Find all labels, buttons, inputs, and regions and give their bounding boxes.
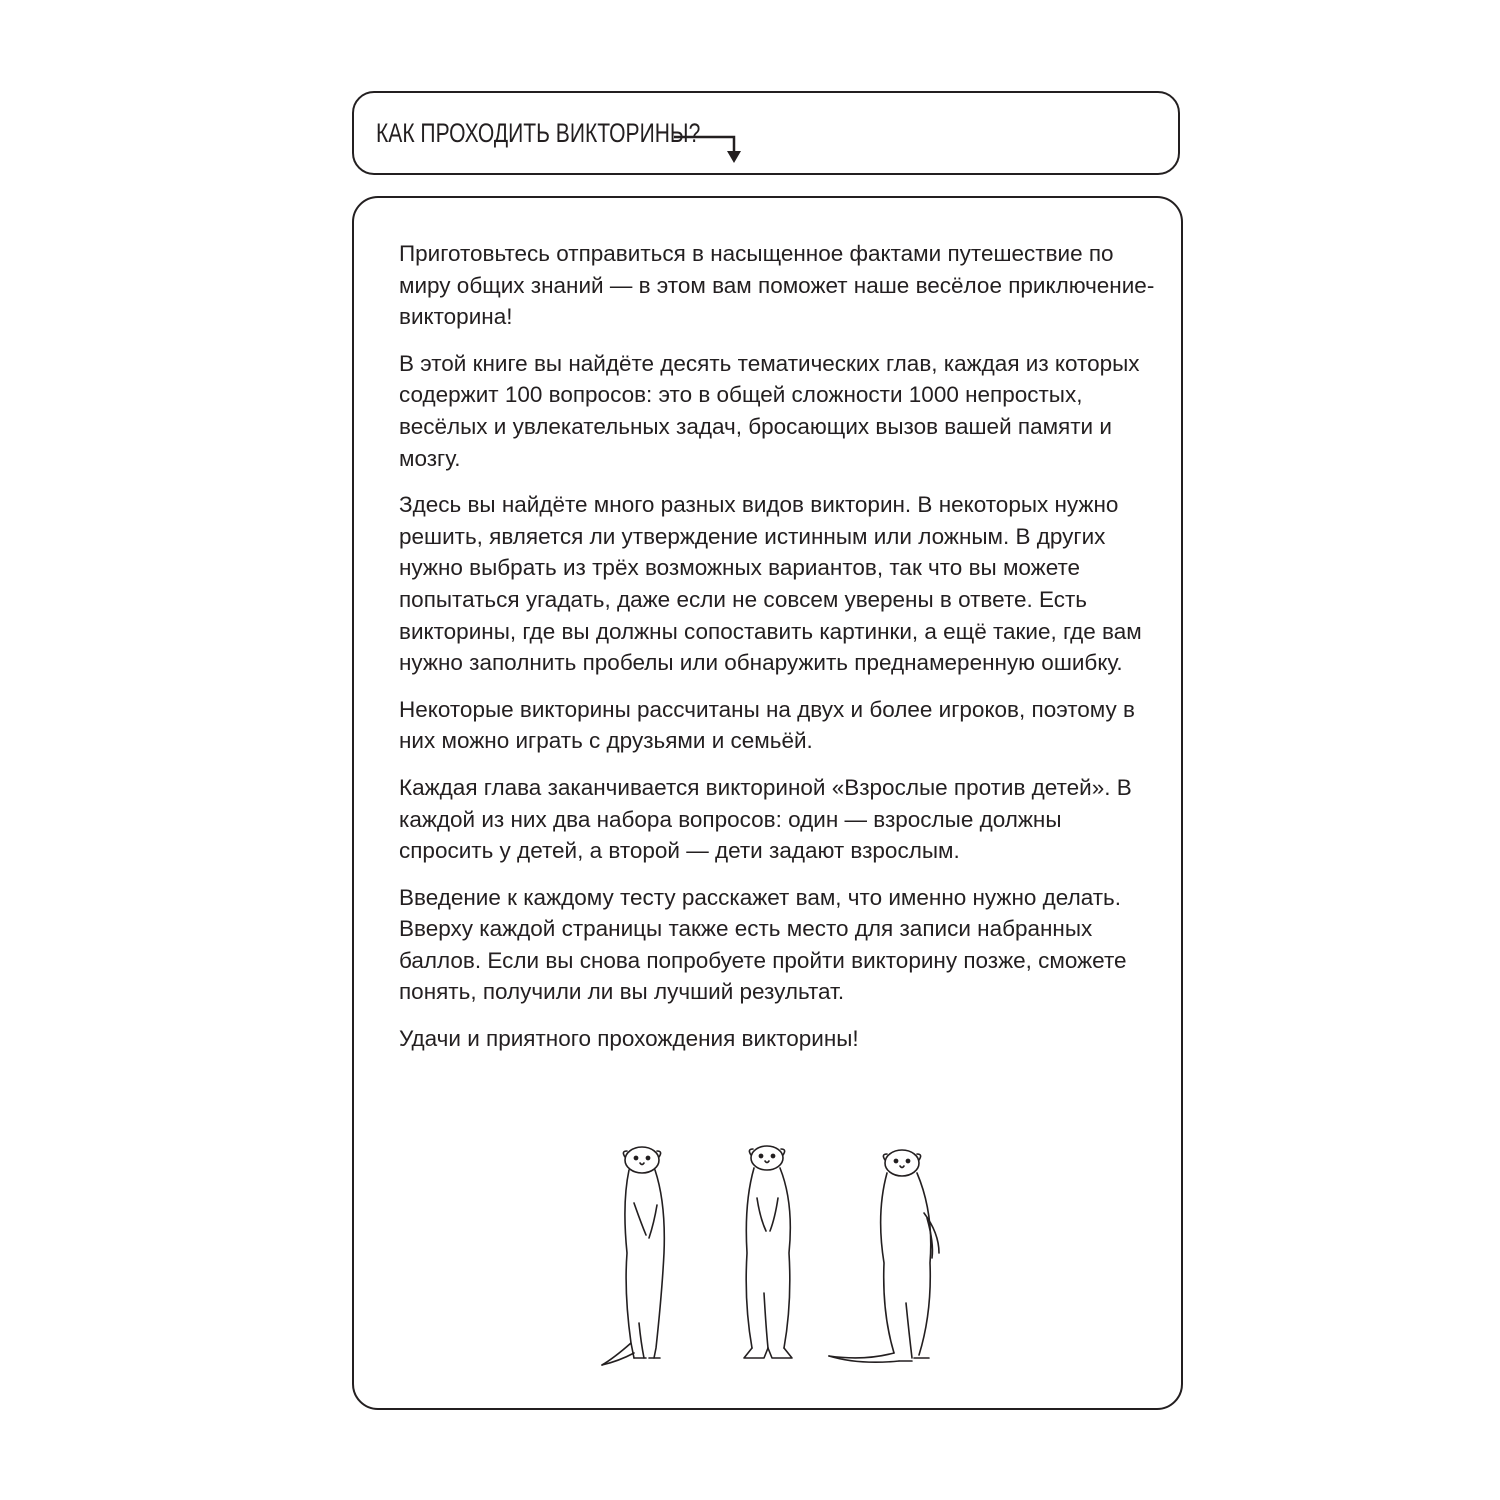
paragraph-3: Здесь вы найдёте много разных видов викторин. В некоторых нужно решить, является ли утверждение истинным или ложным. В других нужно выбрать из трёх возможных вариантов, так что вы можете попытаться угадать, даже если не совсем уверены в ответе. Есть викторины, где вы должны сопоставить картинки, а ещё такие, где вам нужно заполнить пробелы или обнаружить преднамеренную ошибку. — [399, 492, 1142, 676]
page-title: КАК ПРОХОДИТЬ ВИКТОРИНЫ? — [376, 118, 701, 148]
paragraph-2: В этой книге вы найдёте десять тематических глав, каждая из которых содержит 100 вопросов: это в общей сложности 1000 непростых, весёлых и увлекательных задач, бросающих вызов вашей памяти и мозгу. — [399, 350, 1140, 471]
arrow-down-right-icon — [672, 129, 746, 169]
paragraph-5: Каждая глава заканчивается викториной «Взрослые против детей». В каждой из них два набора вопросов: один — взрослые должны спросить у детей, а второй — дети задают взрослым. — [399, 774, 1132, 864]
meerkat-right-icon — [829, 1150, 939, 1362]
paragraph-1: Приготовьтесь отправиться в насыщенное фактами путешествие по миру общих знаний — в этом вам поможет наше весёлое приключение-викторина! — [399, 241, 1155, 330]
paragraph-7: Удачи и приятного прохождения викторины! — [399, 1026, 859, 1052]
content-box — [352, 196, 1183, 1410]
header-box — [352, 91, 1180, 175]
paragraph-4: Некоторые викторины рассчитаны на двух и более игроков, поэтому в них можно играть с друзьями и семьёй. — [399, 696, 1135, 754]
paragraph-6: Введение к каждому тесту расскажет вам, что именно нужно делать. Вверху каждой страницы также есть место для записи набранных баллов. Если вы снова попробуете пройти викторину позже, сможете понять, получили ли вы лучший результат. — [399, 884, 1127, 1005]
meerkats-illustration — [594, 1143, 974, 1373]
meerkat-left-icon — [602, 1147, 664, 1365]
intro-text — [399, 238, 1159, 1070]
meerkat-middle-icon — [744, 1146, 792, 1358]
